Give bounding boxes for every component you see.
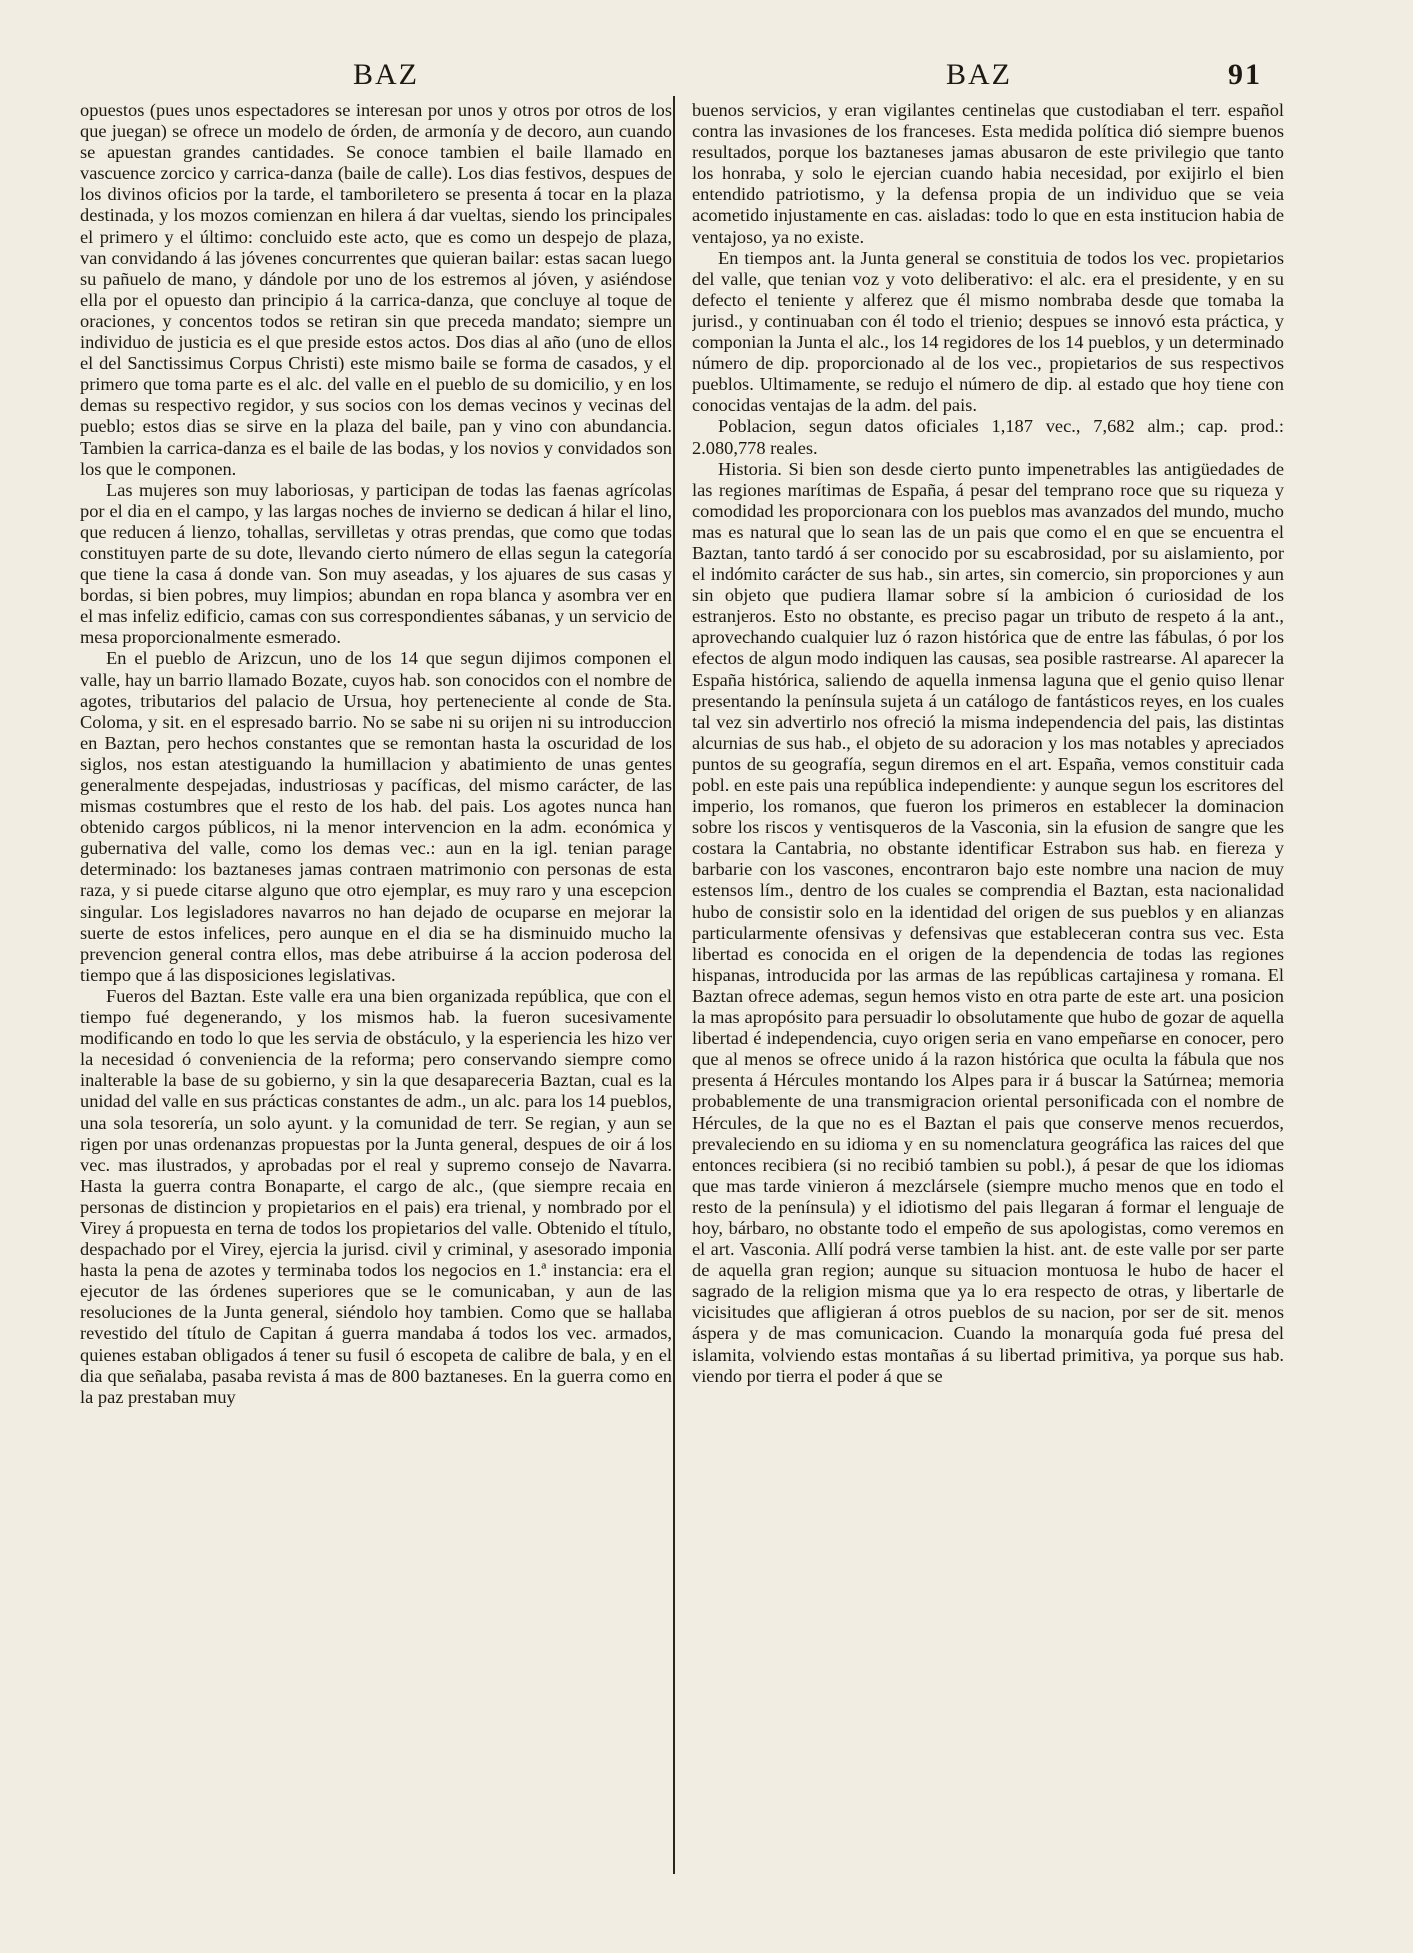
paragraph: buenos servicios, y eran vigilantes centinelas que custodiaban el terr. español contra las invasiones de los franceses. Esta medida política dió siempre buenos resultados, porque los baztaneses jamas abusaron de este privilegio que tanto los honraba, y solo le ejercian cuando habia necesidad, por exijirlo el bien entendido patriotismo, y la defensa propia de un individuo que se veia acometido injustamente en cas. aisladas: todo lo que en esta institucion habia de ventajoso, ya no existe. [692, 100, 1284, 247]
right-column [692, 100, 1284, 1880]
paragraph: Las mujeres son muy laboriosas, y participan de todas las faenas agrícolas por el dia en el campo, y las largas noches de invierno se dedican á hilar el lino, que reducen á lienzo, tohallas, servilletas y otras prendas, que como que todas constituyen parte de su dote, llevando cierto número de ellas segun la categoría que tiene la casa á donde van. Son muy aseadas, y los ajuares de sus casas y bordas, si bien pobres, muy limpios; abundan en ropa blanca y asombra ver en el mas infeliz edificio, camas con sus correspondientes sábanas, y un servicio de mesa proporcionalmente esmerado. [80, 479, 672, 648]
paragraph: Historia. Si bien son desde cierto punto impenetrables las antigüedades de las regiones marítimas de España, á pesar del temprano roce que su riqueza y comodidad les proporcionara con los pueblos mas avanzados del mundo, mucho mas es natural que lo sean las de un pais que como el en que se encuentra el Baztan, tanto tardó á ser conocido por su escabrosidad, por su aislamiento, por el indómito carácter de sus hab., sin artes, sin comercio, sin proporciones y aun sin objeto que pudiera llamar sobre sí la ambicion ó curiosidad de los estranjeros. Esto no obstante, es preciso pagar un tributo de respeto á la ant., aprovechando cualquier luz ó razon histórica que de entre las fábulas, ó por los efectos de algun modo indiquen las causas, sea posible rastrearse. Al aparecer la España histórica, saliendo de aquella inmensa laguna que el genio quiso llenar presentando la península sujeta á un catálogo de fantásticos reyes, en los cuales tal vez sin advertirlo nos ofreció la misma independencia del pais, las distintas alcurnias de sus hab., el objeto de su adoracion y los mas notables y apreciados puntos de su geografía, segun diremos en el art. España, vemos constituir cada pobl. en este pais una república independiente: y aunque segun los escritores del imperio, los romanos, que fueron los primeros en establecer la dominacion sobre los riscos y ventisqueros de la Vasconia, sin la efusion de sangre que les costara la Cantabria, no obstante identificar Estrabon sus hab. en fiereza y barbarie con los vascones, encontraron bajo este nombre una nacion de muy estensos lím., dentro de los cuales se comprendia el Baztan, esta nacionalidad hubo de consistir solo en la identidad del origen de sus pueblos y en alianzas particularmente ofensivas y defensivas que estableceran contra sus vec. Esta libertad es conocida en el origen de la dependencia de todas las regiones hispanas, introducida por las armas de las repúblicas cartajinesa y romana. El Baztan ofrece ademas, segun hemos visto en otra parte de este art. una posicion la mas apropósito para persuadir lo obsolutamente que hubo de gozar de aquella libertad é independencia, cuyo origen seria en vano empeñarse en conocer, pero que al menos se ofrece unido á la razon histórica que oculta la fábula que nos presenta á Hércules montando los Alpes para ir á buscar la Satúrnea; memoria probablemente de una transmigracion oriental personificada con el nombre de Hércules, de la que no es el Baztan el pais que conserve menos recuerdos, prevaleciendo en su idioma y en su nomenclatura geográfica las raices del que entonces recibiera (si no recibió tambien su pobl.), á pesar de que los idiomas que mas tarde vinieron á mezclársele (siempre mucho menos que en todo el resto de la península) y el idiotismo del pais llegaran á formar el lenguaje de hoy, bárbaro, no obstante todo el empeño de sus apologistas, como veremos en el art. Vasconia. Allí podrá verse tambien la hist. ant. de este valle por ser parte de aquella gran region; aunque su situacion montuosa le hubo de hacer el sagrado de la religion misma que ya lo era respecto de otras, y libertarle de vicisitudes que afligieran á otros pueblos de su nacion, por ser de sit. menos áspera y de mas comunicacion. Cuando la monarquía goda fué presa del islamita, volviendo estas montañas á su libertad primitiva, ya porque sus hab. viendo por tierra el poder á que se [692, 458, 1284, 1386]
column-divider [673, 96, 675, 1874]
page-number: 91 [1228, 58, 1262, 91]
running-head-left: BAZ [353, 58, 419, 91]
paragraph: En el pueblo de Arizcun, uno de los 14 que segun dijimos componen el valle, hay un barrio llamado Bozate, cuyos hab. son conocidos con el nombre de agotes, tributarios del palacio de Ursua, hoy perteneciente al conde de Sta. Coloma, y sit. en el espresado barrio. No se sabe ni su orijen ni su introduccion en Baztan, pero hechos constantes que se remontan hasta la oscuridad de los siglos, nos estan atestiguando la humillacion y abatimiento de unas gentes generalmente despejadas, industriosas y pacíficas, del mismo carácter, de las mismas costumbres que el resto de los hab. del pais. Los agotes nunca han obtenido cargos públicos, ni la menor intervencion en la adm. económica y gubernativa del valle, como los demas vec.: aun en la igl. tenian parage determinado: los baztaneses jamas contraen matrimonio con personas de esta raza, y si puede citarse alguno que otro ejemplar, es muy raro y una escepcion singular. Los legisladores navarros no han dejado de ocuparse en mejorar la suerte de estos infelices, pero aunque en el dia se ha disminuido mucho la prevencion general contra ellos, mas debe atribuirse á la accion poderosa del tiempo que á las disposiciones legislativas. [80, 648, 672, 985]
running-head-right: BAZ [946, 58, 1012, 91]
paragraph: opuestos (pues unos espectadores se interesan por unos y otros por otros de los que juegan) se ofrece un modelo de órden, de armonía y de decoro, aun cuando se apuestan grandes cantidades. Se conoce tambien el baile llamado en vascuence zorcico y carrica-danza (baile de calle). Los dias festivos, despues de los divinos oficios por la tarde, el tamboriletero se presenta á tocar en la plaza destinada, y los mozos comienzan en hilera á dar vueltas, siendo los principales el primero y el último: concluido este acto, que es como un despejo de plaza, van convidando á las jóvenes concurrentes que quieran bailar: estas sacan luego su pañuelo de mano, y dándole por uno de los estremos al jóven, y asiéndose ella por el opuesto dan principio á la carrica-danza, que concluye al toque de oraciones, y concentos todos se retiran sin que preceda mandato; siempre un individuo de justicia es el que preside estos actos. Dos dias al año (uno de ellos el del Sanctissimus Corpus Christi) este mismo baile se forma de casados, y el primero que toma parte es el alc. del valle en el pueblo de su domicilio, y en los demas su respectivo regidor, y sus socios con los demas vecinos y vecinas del pueblo; estos dias se sirve en la plaza del baile, pan y vino con abundancia. Tambien la carrica-danza es el baile de las bodas, y los novios y convidados son los que le componen. [80, 100, 672, 479]
paragraph: Poblacion, segun datos oficiales 1,187 vec., 7,682 alm.; cap. prod.: 2.080,778 reales. [692, 416, 1284, 458]
paragraph: En tiempos ant. la Junta general se constituia de todos los vec. propietarios del valle, que tenian voz y voto deliberativo: el alc. era el presidente, y en su defecto el teniente y alferez que él mismo nombraba desde que tomaba la jurisd., y continuaban con él todo el trienio; despues se innovó esta práctica, y componian la Junta el alc., los 14 regidores de los 14 pueblos, y un determinado número de dip. proporcionado al de los vec., propietarios de sus respectivos pueblos. Ultimamente, se redujo el número de dip. al estado que hoy tiene con conocidas ventajas de la adm. del pais. [692, 247, 1284, 416]
paragraph: Fueros del Baztan. Este valle era una bien organizada república, que con el tiempo fué degenerando, y los mismos hab. la fueron sucesivamente modificando en todo lo que les servia de obstáculo, y la esperiencia les hizo ver la necesidad ó conveniencia de la reforma; pero conservando siempre como inalterable la base de su gobierno, y sin la que desapareceria Baztan, cual es la unidad del valle en sus prácticas constantes de adm., un alc. para los 14 pueblos, una sola tesorería, un solo ayunt. y la comunidad de terr. Se regian, y aun se rigen por unas ordenanzas propuestas por la Junta general, despues de oir á los vec. mas ilustrados, y aprobadas por el real y supremo consejo de Navarra. Hasta la guerra contra Bonaparte, el cargo de alc., (que siempre recaia en personas de distincion y propietarios en el pais) era trienal, y nombrado por el Virey á propuesta en terna de todos los propietarios del valle. Obtenido el título, despachado por el Virey, ejercia la jurisd. civil y criminal, y asesorado imponia hasta la pena de azotes y terminaba todos los negocios en 1.ª instancia: era el ejecutor de las órdenes superiores que se le comunicaban, y aun de las resoluciones de la Junta general, siéndolo hoy tambien. Como que se hallaba revestido del título de Capitan á guerra mandaba á todos los vec. armados, quienes estaban obligados á tener su fusil ó escopeta de calibre de bala, y en el dia que señalaba, pasaba revista á mas de 800 baztaneses. En la guerra como en la paz prestaban muy [80, 985, 672, 1407]
left-column [80, 100, 672, 1880]
